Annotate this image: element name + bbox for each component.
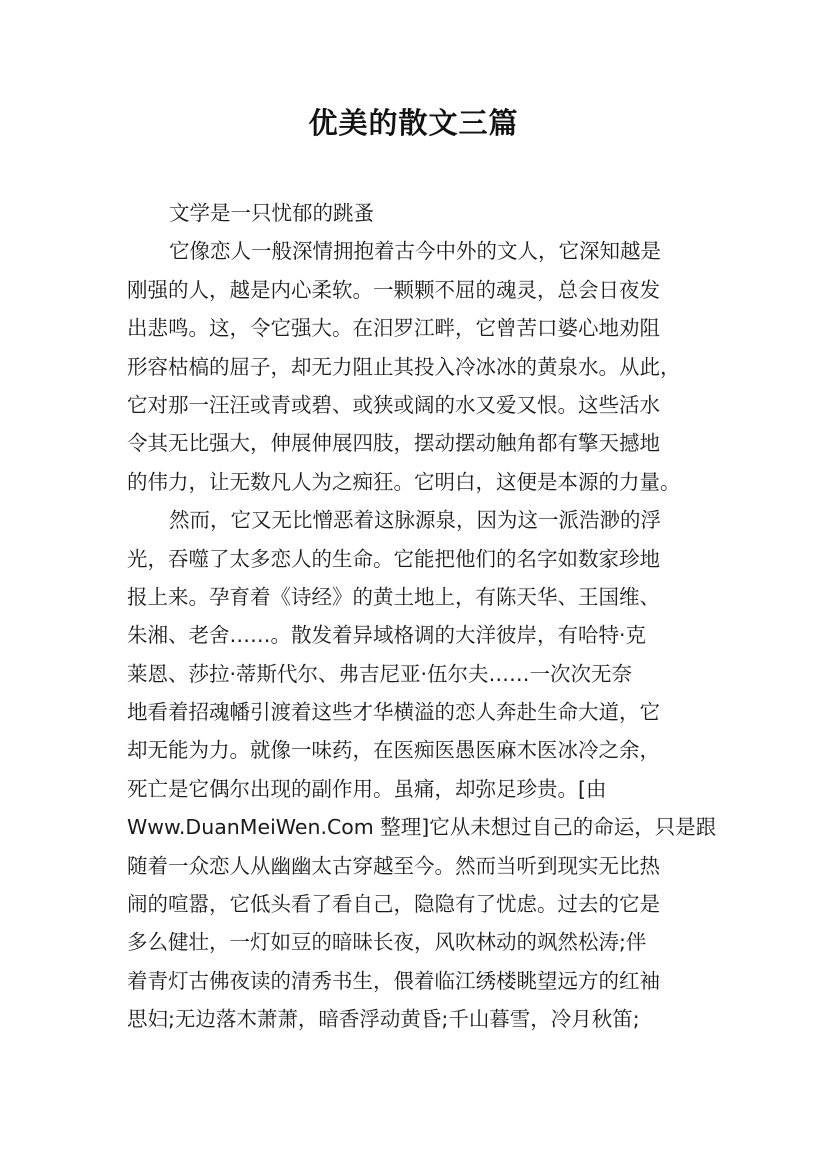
text-line: 莱恩、莎拉·蒂斯代尔、弗吉尼亚·伍尔夫……一次次无奈 <box>127 661 633 686</box>
text-line: 朱湘、老舍……。散发着异域格调的大洋彼岸，有哈特·克 <box>127 623 647 648</box>
text-line: Www.DuanMeiWen.Com 整理]它从未想过自己的命运，只是跟 <box>127 815 717 840</box>
text-line: 出悲鸣。这，令它强大。在汨罗江畔，它曾苦口婆心地劝阻 <box>127 316 660 341</box>
text-line: 然而，它又无比憎恶着这脉源泉，因为这一派浩渺的浮 <box>169 508 661 533</box>
text-line: 多么健壮，一灯如豆的暗昧长夜，风吹林动的飒然松涛;伴 <box>127 930 647 955</box>
text-line: 令其无比强大，伸展伸展四肢，摆动摆动触角都有擎天撼地 <box>127 431 660 456</box>
text-line: 死亡是它偶尔出现的副作用。虽痛，却弥足珍贵。[由 <box>127 776 607 801</box>
text-line: 却无能为力。就像一味药，在医痴医愚医麻木医冰冷之余， <box>127 738 660 763</box>
text-line: 它对那一汪汪或青或碧、或狭或阔的水又爱又恨。这些活水 <box>127 392 660 417</box>
document-body <box>127 194 717 1039</box>
text-line: 报上来。孕育着《诗经》的黄土地上，有陈天华、王国维、 <box>127 584 660 609</box>
document-title: 优美的散文三篇 <box>308 106 519 140</box>
text-line: 形容枯槁的屈子，却无力阻止其投入冷冰冰的黄泉水。从此， <box>127 354 681 379</box>
text-line: 地看着招魂幡引渡着这些才华横溢的恋人奔赴生命大道，它 <box>127 700 660 725</box>
text-line: 着青灯古佛夜读的清秀书生，偎着临江绣楼眺望远方的红袖 <box>127 968 660 993</box>
text-line: 刚强的人，越是内心柔软。一颗颗不屈的魂灵，总会日夜发 <box>127 277 660 302</box>
text-line: 的伟力，让无数凡人为之痴狂。它明白，这便是本源的力量。 <box>127 469 681 494</box>
text-line: 文学是一只忧郁的跳蚤 <box>169 201 374 225</box>
text-line: 随着一众恋人从幽幽太古穿越至今。然而当听到现实无比热 <box>127 853 660 878</box>
text-line: 光，吞噬了太多恋人的生命。它能把他们的名字如数家珍地 <box>127 546 660 571</box>
text-line: 思妇;无边落木萧萧，暗香浮动黄昏;千山暮雪，冷月秋笛; <box>127 1007 640 1032</box>
text-line: 它像恋人一般深情拥抱着古今中外的文人，它深知越是 <box>169 239 661 264</box>
text-line: 闹的喧嚣，它低头看了看自己，隐隐有了忧虑。过去的它是 <box>127 892 660 917</box>
